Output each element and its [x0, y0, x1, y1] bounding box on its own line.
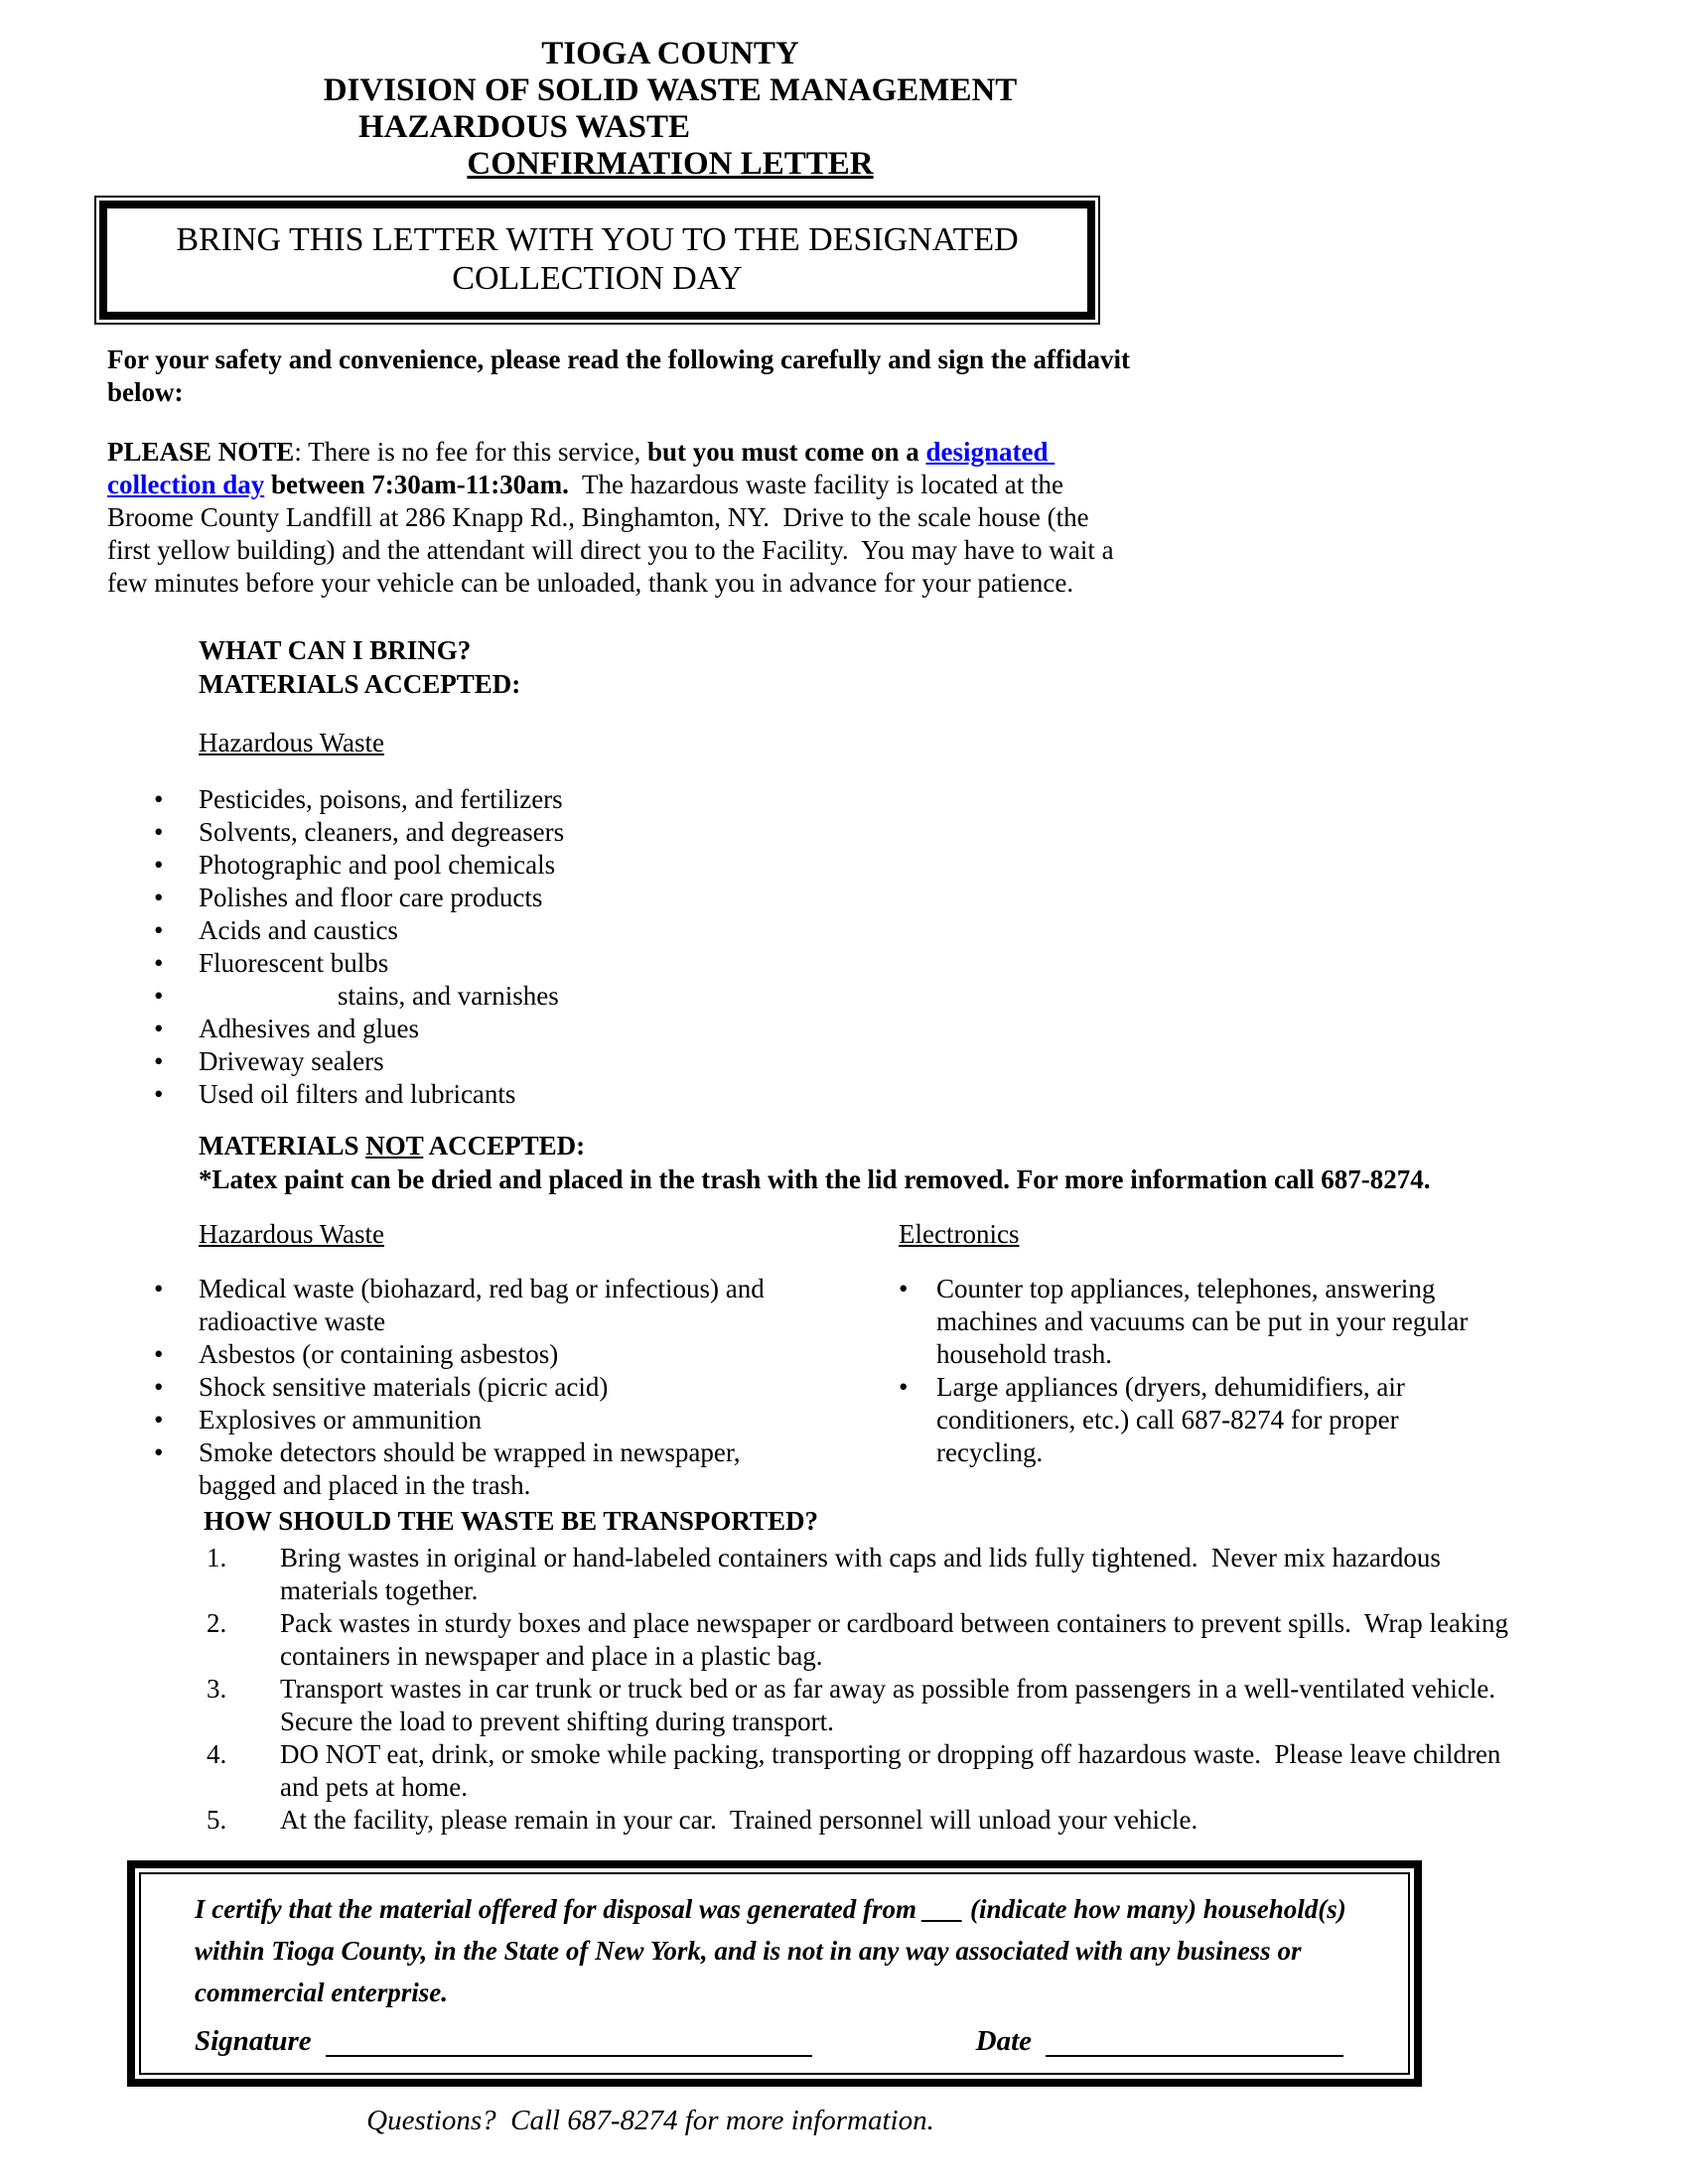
intro-paragraph: For your safety and convenience, please read the following carefully and sign the affidavit below: — [107, 344, 1137, 407]
list-item: • stains, and varnishes — [107, 980, 1688, 1013]
item-number: 3. — [207, 1674, 227, 1704]
designated-collection-day-link[interactable]: designated collection day — [107, 437, 1055, 499]
hazardous-waste-column — [107, 1218, 899, 1502]
bullet-icon — [154, 914, 199, 947]
electronics-subheading: Electronics — [899, 1219, 1020, 1249]
list-item: • Explosives or ammunition — [107, 1404, 819, 1436]
transport-numbered-list — [107, 1542, 1688, 1837]
item-number: 2. — [207, 1608, 227, 1638]
please-note-label: PLEASE NOTE — [107, 437, 295, 467]
signature-row — [195, 2025, 1384, 2057]
date-label: Date — [975, 2025, 1033, 2057]
bullet-icon — [154, 1045, 199, 1078]
materials-not-accepted-heading: MATERIALS NOT ACCEPTED: — [199, 1131, 586, 1160]
item-number: 4. — [207, 1739, 227, 1769]
bullet-icon — [154, 849, 199, 882]
list-item: • Driveway sealers — [107, 1045, 1688, 1078]
title-line-confirmation — [107, 146, 1233, 183]
list-item: • Asbestos (or containing asbestos) — [107, 1338, 819, 1371]
bullet-icon — [154, 980, 199, 1013]
list-item: • Polishes and floor care products — [107, 882, 1688, 914]
affidavit-box — [139, 1872, 1410, 2075]
bullet-icon — [154, 783, 199, 816]
list-item: • Smoke detectors should be wrapped in newspaper, bagged and placed in the trash. — [107, 1436, 819, 1502]
item-number: 1. — [207, 1543, 227, 1572]
footer-questions-line: Questions? Call 687-8274 for more information. — [366, 2105, 934, 2136]
not-underlined: NOT — [365, 1131, 424, 1160]
list-item: • Photographic and pool chemicals — [107, 849, 1688, 882]
title-line-hazardous-waste: HAZARDOUS WASTE — [357, 109, 691, 145]
list-item: 1. Bring wastes in original or hand-labeled containers with caps and lids fully tightened. Never mix hazardous materials together. — [207, 1543, 1448, 1605]
accepted-section-heading — [107, 633, 1688, 701]
please-note-text-2: The hazardous waste facility is located at the Broome County Landfill at 286 Knapp Rd., Binghamton, NY. Drive to the scale house (the first yellow building) and the attendant will direct you to the Facility. You may have to wait a few minutes before your vehicle can be unloaded, thank you in advance for your patience. — [107, 470, 1121, 598]
list-item: 4. DO NOT eat, drink, or smoke while packing, transporting or dropping off hazardous waste. Please leave children and pets at home. — [207, 1739, 1508, 1802]
accepted-subheading: Hazardous Waste — [199, 728, 385, 757]
bullet-icon — [154, 947, 199, 980]
bullet-icon — [154, 1404, 199, 1436]
date-blank-line — [1046, 2025, 1343, 2057]
list-item: • Shock sensitive materials (picric acid) — [107, 1371, 819, 1404]
list-item: • Solvents, cleaners, and degreasers — [107, 816, 1688, 849]
bullet-icon — [899, 1273, 936, 1371]
list-item: • Medical waste (biohazard, red bag or infectious) and radioactive waste — [107, 1273, 819, 1338]
list-item: • Adhesives and glues — [107, 1013, 1688, 1045]
document-title — [107, 36, 1233, 183]
list-item: • Pesticides, poisons, and fertilizers — [107, 783, 1688, 816]
bullet-icon — [154, 816, 199, 849]
what-can-i-bring-heading: WHAT CAN I BRING? — [199, 635, 472, 665]
list-item: • Large appliances (dryers, dehumidifiers, air conditioners, etc.) call 687-8274 for proper recycling. — [899, 1371, 1494, 1469]
please-note-text-1: : There is no fee for this service, — [294, 437, 647, 467]
bullet-icon — [154, 1436, 199, 1502]
notice-line-1: BRING THIS LETTER WITH YOU TO THE DESIGNATED — [176, 221, 1019, 258]
list-item: • Used oil filters and lubricants — [107, 1078, 1688, 1111]
list-item: 5. At the facility, please remain in your car. Trained personnel will unload your vehicle. — [207, 1805, 1198, 1835]
list-item: • Fluorescent bulbs — [107, 947, 1688, 980]
list-item: • Acids and caustics — [107, 914, 1688, 947]
signature-label: Signature — [195, 2025, 312, 2057]
bullet-icon — [899, 1371, 936, 1469]
accepted-items-list — [107, 783, 1688, 1111]
notice-box — [99, 201, 1095, 320]
bullet-icon — [154, 1078, 199, 1111]
please-note-bold-2: between 7:30am-11:30am. — [264, 470, 569, 499]
electronics-column — [899, 1218, 1494, 1502]
signature-blank-line — [326, 2025, 812, 2057]
notice-line-2: COLLECTION DAY — [452, 260, 743, 297]
bullet-icon — [154, 1273, 199, 1338]
hazardous-waste-subheading: Hazardous Waste — [199, 1219, 385, 1249]
title-confirmation-underlined: CONFIRMATION LETTER — [467, 146, 874, 182]
latex-paint-note: *Latex paint can be dried and placed in the trash with the lid removed. For more information call 687-8274. — [199, 1164, 1431, 1194]
affidavit-text: I certify that the material offered for disposal was generated from ___ (indicate how many) household(s) within Tioga County, in the State of New York, and is not in any way associated with any business or commercial enterprise. — [195, 1894, 1353, 2007]
materials-accepted-heading: MATERIALS ACCEPTED: — [199, 669, 521, 699]
item-number: 5. — [207, 1805, 227, 1835]
bullet-icon — [154, 1013, 199, 1045]
list-item: 2. Pack wastes in sturdy boxes and place newspaper or cardboard between containers to prevent spills. Wrap leaking containers in newspaper and place in a plastic bag. — [207, 1608, 1515, 1671]
not-accepted-section-heading — [107, 1129, 1688, 1196]
list-item: 3. Transport wastes in car trunk or truck bed or as far away as possible from passengers in a well-ventilated vehicle. Secure the load to prevent shifting during transport. — [207, 1674, 1509, 1736]
not-accepted-columns — [107, 1218, 1688, 1502]
transport-heading: HOW SHOULD THE WASTE BE TRANSPORTED? — [204, 1506, 818, 1536]
bullet-icon — [154, 1338, 199, 1371]
list-item: • Counter top appliances, telephones, answering machines and vacuums can be put in your regular household trash. — [899, 1273, 1494, 1371]
electronics-list — [899, 1273, 1494, 1469]
please-note-paragraph — [107, 436, 1135, 600]
hazardous-not-accepted-list — [107, 1273, 819, 1502]
title-line-county: TIOGA COUNTY — [541, 36, 799, 71]
bullet-icon — [154, 882, 199, 914]
please-note-bold-1: but you must come on a — [646, 437, 926, 467]
bullet-icon — [154, 1371, 199, 1404]
title-line-division: DIVISION OF SOLID WASTE MANAGEMENT — [323, 72, 1018, 108]
